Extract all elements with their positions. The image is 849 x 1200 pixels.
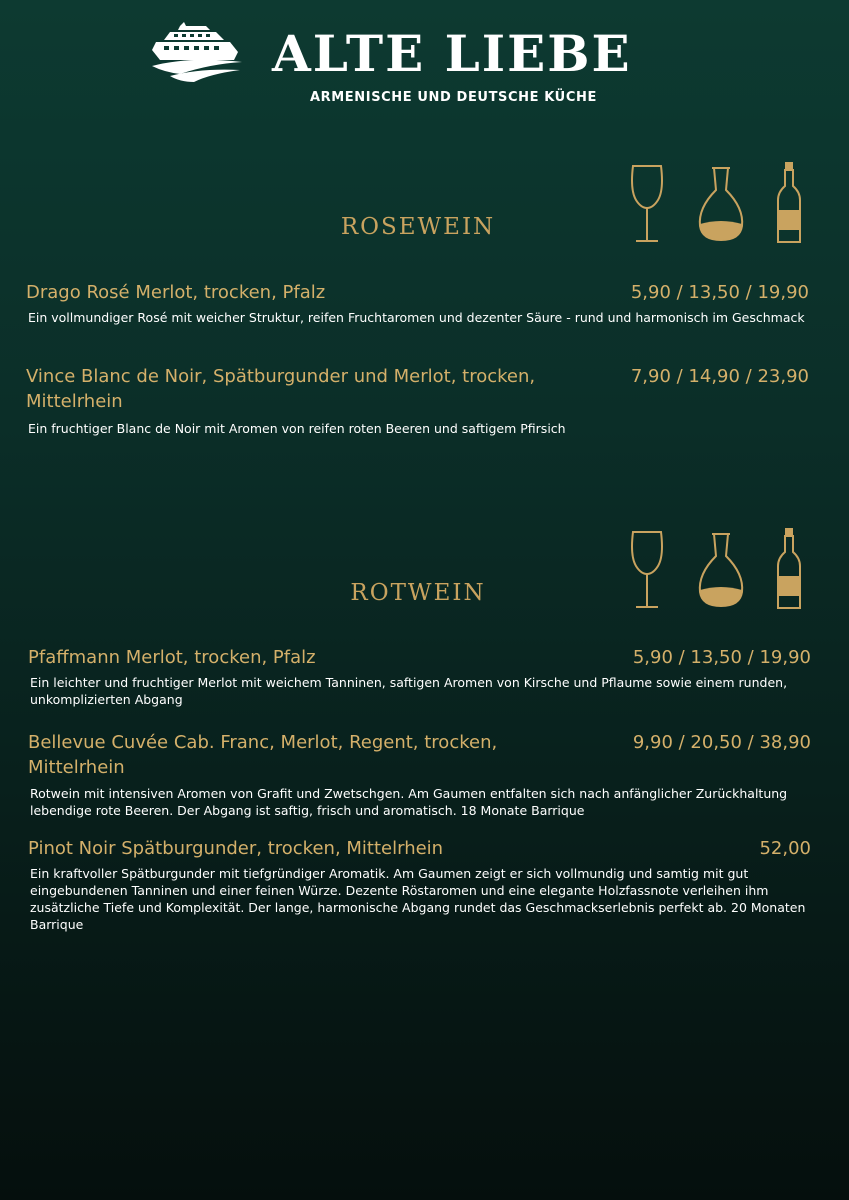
item-price: 52,00 [759,838,811,859]
item-price: 5,90 / 13,50 / 19,90 [632,647,811,668]
item-name: Pfaffmann Merlot, trocken, Pfalz [28,647,316,668]
item-description: Ein vollmundiger Rosé mit weicher Struktur, reifen Fruchtaromen und dezenter Säure - rund und harmonisch im Geschmack [28,310,805,325]
section-title: ROTWEIN [350,580,486,606]
item-name: Drago Rosé Merlot, trocken, Pfalz [26,282,326,303]
ship-icon [150,20,244,86]
item-name: Pinot Noir Spätburgunder, trocken, Mittelrhein [28,838,444,859]
item-price: 9,90 / 20,50 / 38,90 [632,732,811,753]
brand-name: ALTE LIEBE [272,24,632,83]
item-name: Bellevue Cuvée Cab. Franc, Merlot, Regent, trocken, Mittelrhein [28,732,498,778]
item-description: Ein kraftvoller Spätburgunder mit tiefgründiger Aromatik. Am Gaumen zeigt er sich vollmundig und samtig mit gut eingebundenen Tanninen und einer feinen Würze. Dezente Röstaromen und eine elegante Holzfassnote verleihen ihm zusätzliche Tiefe und Komplexität. Der lange, harmonische Abgang rundet das Geschmackserlebnis perfekt ab. 20 Monaten Barrique [30,866,806,932]
item-price: 7,90 / 14,90 / 23,90 [630,366,809,387]
item-description: Rotwein mit intensiven Aromen von Grafit und Zwetschgen. Am Gaumen entfalten sich nach anfänglicher Zurückhaltung lebendige rote Beeren. Der Abgang ist saftig, frisch und aromatisch. 18 Monate Barrique [30,786,788,818]
header [0,18,849,118]
item-name: Vince Blanc de Noir, Spätburgunder und Merlot, trocken, Mittelrhein [26,366,536,412]
item-description: Ein fruchtiger Blanc de Noir mit Aromen von reifen roten Beeren und saftigem Pfirsich [28,421,566,436]
tagline: ARMENISCHE UND DEUTSCHE KÜCHE [310,90,597,105]
item-description: Ein leichter und fruchtiger Merlot mit weichem Tanninen, saftigen Aromen von Kirsche und Pflaume sowie einem runden, unkomplizierten Abgang [30,675,788,707]
section-title: ROSEWEIN [340,214,496,240]
item-price: 5,90 / 13,50 / 19,90 [630,282,809,303]
